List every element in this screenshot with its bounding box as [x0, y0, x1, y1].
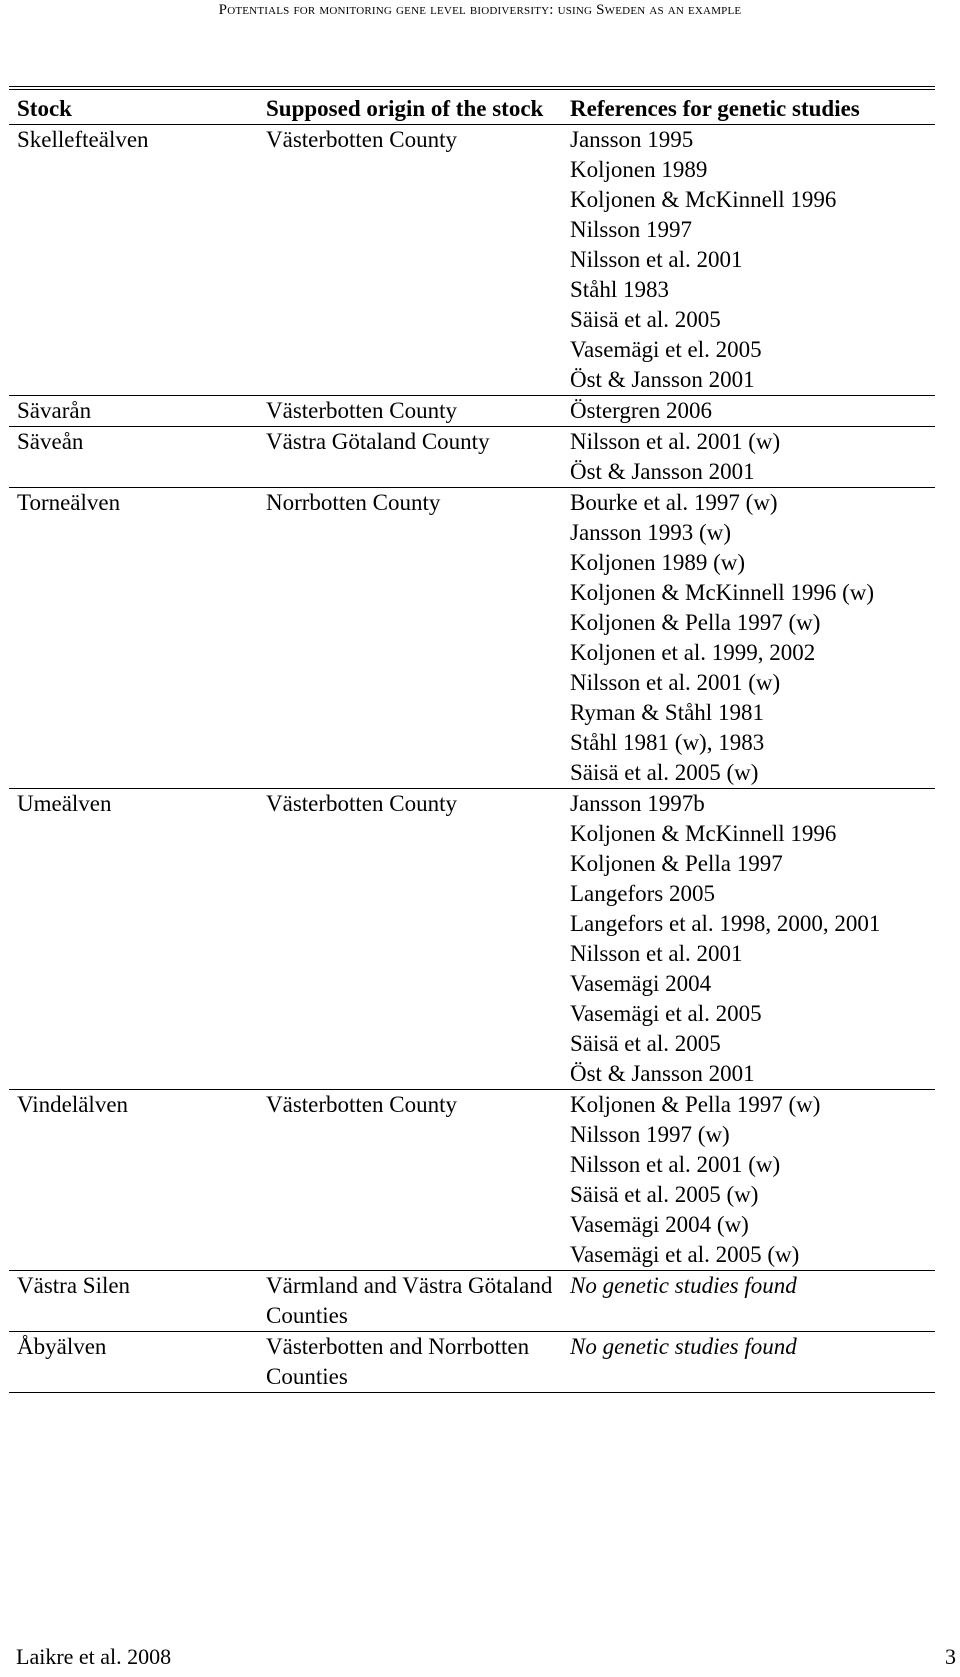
reference-entry: Säisä et al. 2005: [570, 307, 721, 332]
table-row: [9, 1332, 935, 1393]
reference-entry: Säisä et al. 2005 (w): [570, 1182, 759, 1207]
references-cell: [558, 1090, 935, 1271]
reference-entry: Östergren 2006: [570, 398, 713, 423]
stock-cell: Sävarån: [17, 398, 92, 423]
page-footer: [16, 1644, 956, 1670]
reference-entry: Koljonen 1989: [570, 157, 708, 182]
reference-entry: Jansson 1995: [570, 127, 694, 152]
reference-entry: Säisä et al. 2005: [570, 1031, 721, 1056]
reference-entry: Nilsson et al. 2001 (w): [570, 429, 781, 454]
table-body: [9, 125, 935, 1393]
stock-cell: Åbyälven: [17, 1334, 107, 1359]
reference-entry: Koljonen & Pella 1997 (w): [570, 610, 821, 635]
stock-cell: Umeälven: [17, 791, 112, 816]
stock-cell: Västra Silen: [17, 1273, 131, 1298]
reference-entry: Ståhl 1981 (w), 1983: [570, 730, 765, 755]
reference-entry: Koljonen & McKinnell 1996 (w): [570, 580, 875, 605]
reference-entry: Vasemägi et al. 2005 (w): [570, 1242, 800, 1267]
reference-entry: Bourke et al. 1997 (w): [570, 490, 778, 515]
table-row: [9, 396, 935, 427]
stock-table: [9, 86, 935, 1393]
references-cell: [558, 125, 935, 396]
reference-entry: Nilsson et al. 2001: [570, 941, 743, 966]
header-stock: Stock: [17, 96, 72, 121]
header-references: References for genetic studies: [570, 96, 860, 121]
table-row: [9, 427, 935, 488]
table-row: [9, 1271, 935, 1332]
reference-entry: Öst & Jansson 2001: [570, 1061, 755, 1086]
reference-entry: Öst & Jansson 2001: [570, 367, 755, 392]
reference-entry: Vasemägi et el. 2005: [570, 337, 762, 362]
header-origin: Supposed origin of the stock: [266, 96, 544, 121]
table-row: [9, 1090, 935, 1271]
running-header-text: Potentials for monitoring gene level biodiversity: using Sweden as an example: [218, 2, 742, 18]
references-cell: [558, 396, 935, 427]
references-cell: [558, 1271, 935, 1332]
origin-cell: Västerbotten County: [266, 1092, 457, 1117]
running-header: [0, 2, 960, 19]
origin-cell: Västerbotten County: [266, 127, 457, 152]
origin-cell: Västra Götaland County: [266, 429, 490, 454]
reference-entry: Jansson 1993 (w): [570, 520, 731, 545]
references-cell: [558, 427, 935, 488]
reference-entry: No genetic studies found: [570, 1273, 797, 1298]
page-number: 3: [945, 1644, 956, 1669]
reference-entry: Nilsson et al. 2001 (w): [570, 670, 781, 695]
reference-entry: Ståhl 1983: [570, 277, 670, 302]
references-cell: [558, 1332, 935, 1393]
footer-citation: Laikre et al. 2008: [16, 1644, 172, 1669]
reference-entry: Koljonen & Pella 1997: [570, 851, 783, 876]
reference-entry: Langefors 2005: [570, 881, 715, 906]
table-header-row: [9, 88, 935, 125]
reference-entry: Nilsson et al. 2001 (w): [570, 1152, 781, 1177]
reference-entry: Vasemägi 2004 (w): [570, 1212, 749, 1237]
reference-entry: Koljonen & McKinnell 1996: [570, 821, 837, 846]
reference-entry: Jansson 1997b: [570, 791, 705, 816]
reference-entry: Öst & Jansson 2001: [570, 459, 755, 484]
origin-cell: Västerbotten County: [266, 791, 457, 816]
reference-entry: Nilsson 1997: [570, 217, 693, 242]
references-cell: [558, 789, 935, 1090]
stock-cell: Torneälven: [17, 490, 121, 515]
reference-entry: Nilsson 1997 (w): [570, 1122, 730, 1147]
reference-entry: Säisä et al. 2005 (w): [570, 760, 759, 785]
reference-entry: Koljonen 1989 (w): [570, 550, 746, 575]
stock-cell: Säveån: [17, 429, 84, 454]
reference-entry: Langefors et al. 1998, 2000, 2001: [570, 911, 881, 936]
references-cell: [558, 488, 935, 789]
table-row: [9, 125, 935, 396]
stock-cell: Vindelälven: [17, 1092, 129, 1117]
reference-entry: Vasemägi et al. 2005: [570, 1001, 762, 1026]
origin-cell: Värmland and Västra Götaland Counties: [266, 1273, 553, 1328]
reference-entry: Nilsson et al. 2001: [570, 247, 743, 272]
reference-entry: Koljonen et al. 1999, 2002: [570, 640, 816, 665]
reference-entry: Vasemägi 2004: [570, 971, 712, 996]
table-row: [9, 789, 935, 1090]
reference-entry: No genetic studies found: [570, 1334, 797, 1359]
reference-entry: Koljonen & Pella 1997 (w): [570, 1092, 821, 1117]
reference-entry: Ryman & Ståhl 1981: [570, 700, 764, 725]
reference-entry: Koljonen & McKinnell 1996: [570, 187, 837, 212]
stock-cell: Skellefteälven: [17, 127, 149, 152]
origin-cell: Norrbotten County: [266, 490, 441, 515]
table-row: [9, 488, 935, 789]
origin-cell: Västerbotten and Norrbotten Counties: [266, 1334, 530, 1389]
origin-cell: Västerbotten County: [266, 398, 457, 423]
